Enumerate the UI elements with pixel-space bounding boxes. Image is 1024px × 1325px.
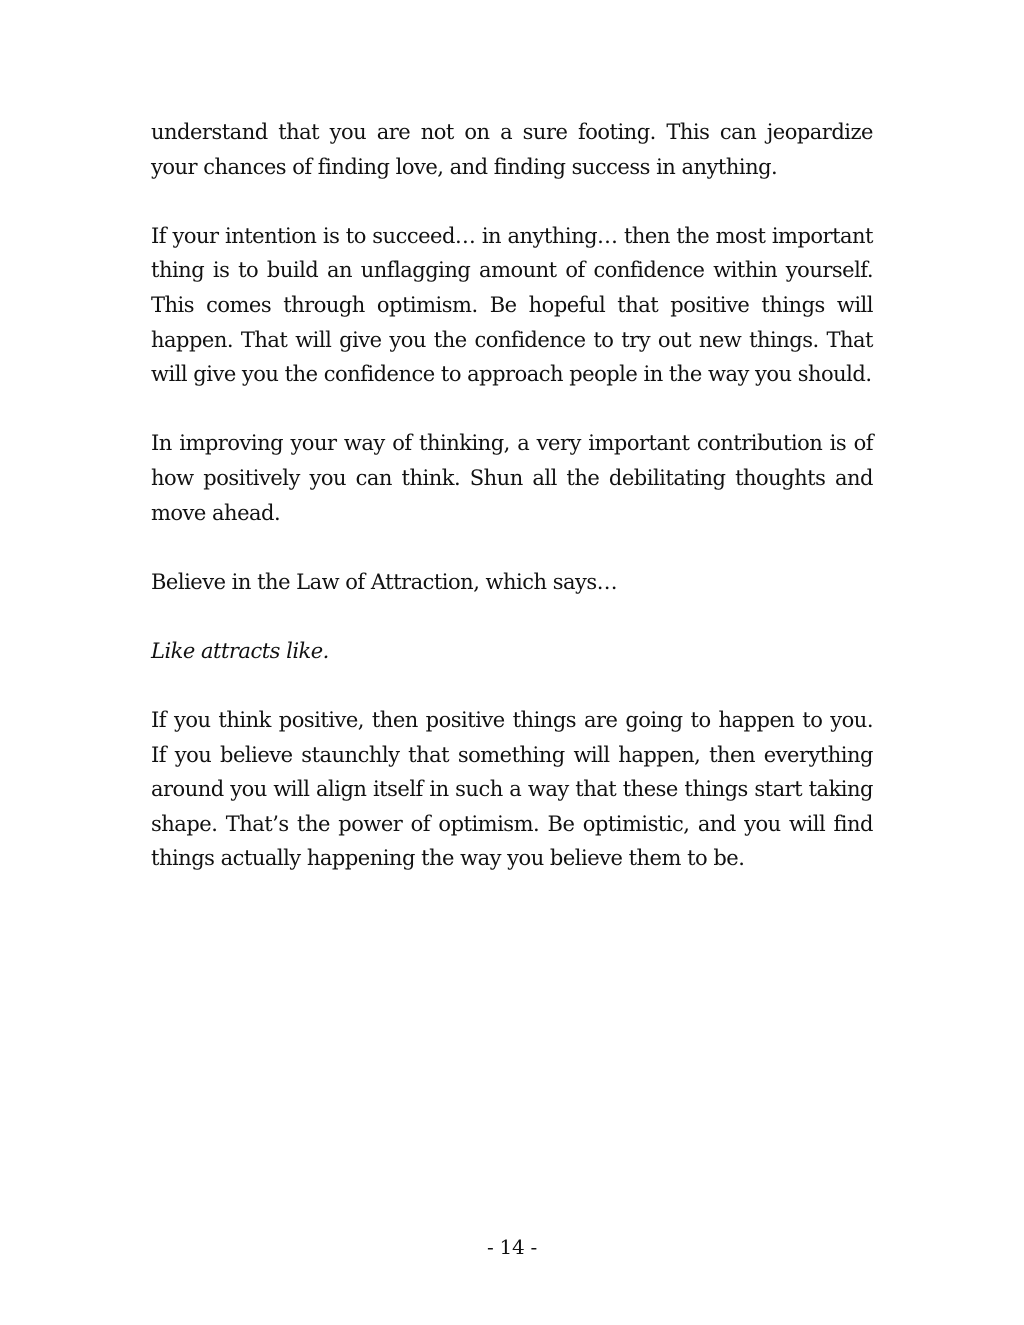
paragraph-positive-thinking: In improving your way of thinking, a very important contribution is of how positively you can think. Shun all the debilitating thoughts and move ahead. [151,431,873,525]
paragraph-love-success: understand that you are not on a sure footing. This can jeopardize your chances of finding love, and finding success in anything. [151,120,873,179]
page-body [151,115,873,911]
paragraph-power-of-optimism: If you think positive, then positive things are going to happen to you. If you believe staunchly that something will happen, then everything around you will align itself in such a way that these things start taking shape. That’s the power of optimism. Be optimistic, and you will find things actually happening the way you believe them to be. [151,708,873,871]
paragraph-intention-confidence: If your intention is to succeed… in anything… then the most important thing is to build an unflagging amount of confidence within yourself. This comes through optimism. Be hopeful that positive things will happen. That will give you the confidence to try out new things. That will give you the confidence to approach people in the way you should. [151,223,873,387]
page-number: - 14 - [487,1235,537,1259]
paragraph-law-of-attraction: Believe in the Law of Attraction, which says… [151,569,618,594]
quote-like-attracts-like: Like attracts like. [151,638,329,663]
